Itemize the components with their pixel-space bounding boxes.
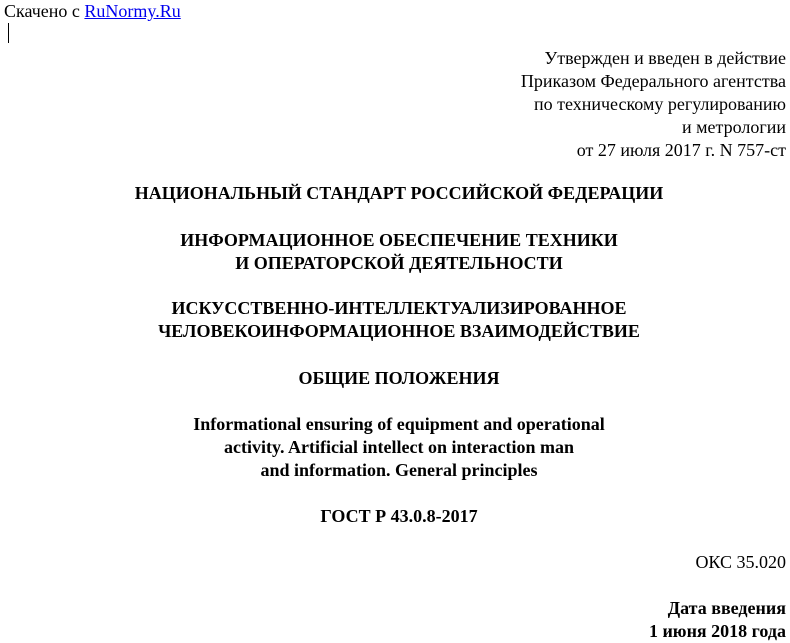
title-english bbox=[0, 413, 790, 482]
source-line bbox=[4, 1, 181, 21]
approval-block bbox=[521, 47, 786, 162]
introduction-label: Дата введения bbox=[667, 598, 786, 618]
standard-type: НАЦИОНАЛЬНЫЙ СТАНДАРТ РОССИЙСКОЙ ФЕДЕРАЦИИ bbox=[134, 183, 664, 203]
source-link[interactable]: RuNormy.Ru bbox=[84, 1, 181, 21]
title-english-line: and information. General principles bbox=[260, 460, 538, 480]
introduction-date: 1 июня 2018 года bbox=[648, 621, 786, 641]
title-group bbox=[0, 229, 790, 275]
title-group-line: И ОПЕРАТОРСКОЙ ДЕЯТЕЛЬНОСТИ bbox=[235, 253, 563, 273]
title-main bbox=[0, 297, 790, 343]
title-main-line: ЧЕЛОВЕКОИНФОРМАЦИОННОЕ ВЗАИМОДЕЙСТВИЕ bbox=[158, 321, 640, 341]
title-group-line: ИНФОРМАЦИОННОЕ ОБЕСПЕЧЕНИЕ ТЕХНИКИ bbox=[180, 230, 618, 250]
text-cursor bbox=[8, 23, 9, 43]
approval-line: от 27 июля 2017 г. N 757-ст bbox=[576, 140, 786, 160]
approval-line: и метрологии bbox=[682, 117, 786, 137]
title-part: ОБЩИЕ ПОЛОЖЕНИЯ bbox=[298, 368, 500, 388]
title-main-line: ИСКУССТВЕННО-ИНТЕЛЛЕКТУАЛИЗИРОВАННОЕ bbox=[171, 298, 627, 318]
approval-line: Утвержден и введен в действие bbox=[544, 48, 786, 68]
introduction-block bbox=[649, 597, 786, 643]
title-english-line: activity. Artificial intellect on interaction man bbox=[224, 437, 574, 457]
title-english-line: Informational ensuring of equipment and operational bbox=[193, 414, 605, 434]
designation: ГОСТ Р 43.0.8-2017 bbox=[320, 506, 478, 526]
oks-code: ОКС 35.020 bbox=[695, 552, 786, 572]
source-prefix: Скачено с bbox=[4, 1, 85, 21]
approval-line: Приказом Федерального агентства bbox=[520, 71, 786, 91]
approval-line: по техническому регулированию bbox=[533, 94, 786, 114]
